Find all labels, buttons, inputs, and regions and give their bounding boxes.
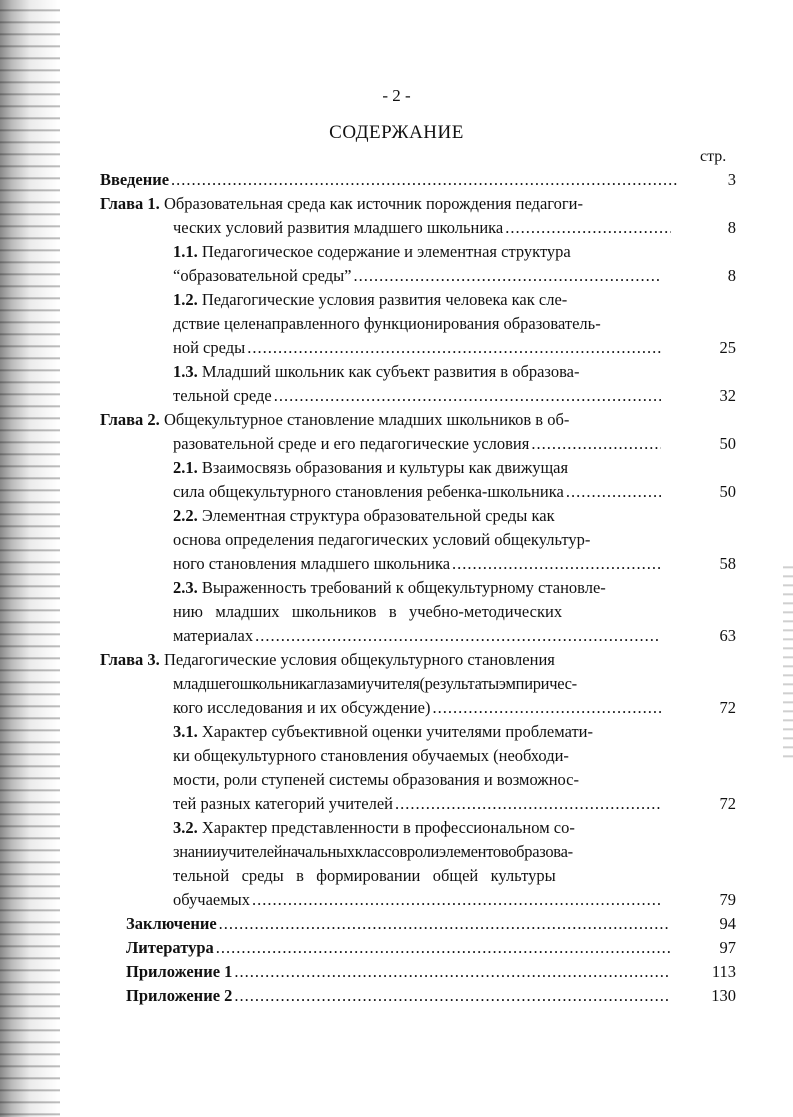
toc-entry-s23-line1 bbox=[173, 576, 606, 600]
toc-entry-conclusion bbox=[126, 912, 672, 936]
toc-entry-s12-line1 bbox=[173, 288, 567, 312]
toc-entry-s22-line3 bbox=[173, 552, 663, 576]
toc-text: ного становления младшего школьника bbox=[173, 554, 451, 573]
toc-entry-s12-line2: дствие целенаправленного функционирования образователь- bbox=[173, 314, 601, 333]
toc-entry-s11-line1 bbox=[173, 240, 571, 264]
toc-text: Взаимосвязь образования и культуры как движущая bbox=[201, 458, 569, 477]
toc-entry-ch2-line1 bbox=[100, 408, 569, 432]
toc-text: Педагогическое содержание и элементная структура bbox=[201, 242, 571, 261]
toc-entry-ch3-line3 bbox=[173, 696, 663, 720]
toc-entry-s31-line2: ки общекультурного становления обучаемых (необходи- bbox=[173, 746, 569, 765]
toc-label: 2.2. bbox=[173, 506, 198, 525]
toc-entry-ch3-line1 bbox=[100, 648, 555, 672]
toc-page: 94 bbox=[719, 914, 736, 933]
toc-page: 50 bbox=[719, 434, 736, 453]
toc-text: материалах bbox=[173, 626, 254, 645]
toc-entry-s22-line2: основа определения педагогических условий общекультур- bbox=[173, 530, 591, 549]
toc-page: 50 bbox=[719, 482, 736, 501]
toc-entry-s32-line3: тельной среды в формировании общей культуры bbox=[173, 866, 556, 885]
toc-label: Приложение 2 bbox=[126, 986, 233, 1005]
toc-text: Общекультурное становление младших школьников в об- bbox=[163, 410, 570, 429]
toc-text: Элементная структура образовательной среды как bbox=[201, 506, 555, 525]
toc-text: тей разных категорий учителей bbox=[173, 794, 394, 813]
toc-entry-s21-line2 bbox=[173, 480, 663, 504]
toc-entry-s11-line2 bbox=[173, 264, 663, 288]
toc-text: обучаемых bbox=[173, 890, 250, 909]
page-title: СОДЕРЖАНИЕ bbox=[329, 122, 464, 143]
toc-page: 72 bbox=[719, 698, 736, 717]
toc-entry-s21-line1 bbox=[173, 456, 568, 480]
toc-label: Литература bbox=[126, 938, 214, 957]
toc-label: 2.3. bbox=[173, 578, 198, 597]
toc-text: Образовательная среда как источник порождения педагоги- bbox=[163, 194, 583, 213]
toc-label: 1.2. bbox=[173, 290, 198, 309]
toc-text: Младший школьник как субъект развития в образова- bbox=[201, 362, 580, 381]
toc-text: Характер представленности в профессиональном со- bbox=[201, 818, 575, 837]
toc-text: Педагогические условия общекультурного становления bbox=[163, 650, 555, 669]
toc-label: 3.1. bbox=[173, 722, 198, 741]
scan-shadow-right bbox=[783, 560, 793, 760]
toc-entry-appendix-2 bbox=[126, 984, 672, 1008]
toc-entry-appendix-1 bbox=[126, 960, 672, 984]
toc-entry-s31-line1 bbox=[173, 720, 593, 744]
toc-entry-s13-line1 bbox=[173, 360, 579, 384]
toc-text: Выраженность требований к общекультурному становле- bbox=[201, 578, 606, 597]
toc-page: 130 bbox=[711, 986, 736, 1005]
toc-entry-s32-line2: знанииучителейначальныхклассовролиэлементовобразова- bbox=[173, 842, 573, 861]
toc-text: кого исследования и их обсуждение) bbox=[173, 698, 431, 717]
toc-entry-literature bbox=[126, 936, 672, 960]
toc-page: 58 bbox=[719, 554, 736, 573]
toc-entry-s13-line2 bbox=[173, 384, 663, 408]
toc-text: ческих условий развития младшего школьника bbox=[173, 218, 504, 237]
toc-label: 3.2. bbox=[173, 818, 198, 837]
toc-entry-s32-line1 bbox=[173, 816, 575, 840]
toc-entry-ch2-line2 bbox=[173, 432, 663, 456]
toc-page: 3 bbox=[727, 170, 736, 189]
toc-page: 72 bbox=[719, 794, 736, 813]
toc-page: 97 bbox=[719, 938, 736, 957]
toc-label: 1.3. bbox=[173, 362, 198, 381]
toc-page: 25 bbox=[719, 338, 736, 357]
toc-label: 2.1. bbox=[173, 458, 198, 477]
toc-page: 113 bbox=[711, 962, 736, 981]
toc-label: Глава 1. bbox=[100, 194, 160, 213]
toc-page: 32 bbox=[719, 386, 736, 405]
toc-text: разовательной среде и его педагогические условия bbox=[173, 434, 530, 453]
toc-entry-s23-line3 bbox=[173, 624, 663, 648]
toc-page: 63 bbox=[719, 626, 736, 645]
toc-text: сила общекультурного становления ребенка-школьника bbox=[173, 482, 564, 501]
toc-entry-s31-line3: мости, роли ступеней системы образования и возможнос- bbox=[173, 770, 579, 789]
toc-entry-s23-line2: нию младших школьников в учебно-методических bbox=[173, 602, 563, 621]
toc-label: Глава 3. bbox=[100, 650, 160, 669]
toc-entry-s31-line4 bbox=[173, 792, 663, 816]
toc-label: Глава 2. bbox=[100, 410, 160, 429]
toc-entry-ch1-line1 bbox=[100, 192, 583, 216]
toc-entry-s32-line4 bbox=[173, 888, 663, 912]
toc-entry-intro bbox=[100, 168, 680, 192]
toc-entry-s12-line3 bbox=[173, 336, 663, 360]
toc-text: Характер субъективной оценки учителями проблемати- bbox=[201, 722, 594, 741]
toc-page: 8 bbox=[727, 218, 736, 237]
toc-label: Приложение 1 bbox=[126, 962, 233, 981]
toc-page: 79 bbox=[719, 890, 736, 909]
toc-label: Заключение bbox=[126, 914, 217, 933]
toc-page: 8 bbox=[727, 266, 736, 285]
toc-text: “образовательной среды” bbox=[173, 266, 352, 285]
page-number: - 2 - bbox=[382, 86, 411, 105]
toc-label: 1.1. bbox=[173, 242, 198, 261]
scan-shadow-left bbox=[0, 0, 60, 1117]
toc-text: ной среды bbox=[173, 338, 246, 357]
page-column-label: стр. bbox=[700, 148, 727, 165]
toc-text: тельной среде bbox=[173, 386, 272, 405]
toc-label: Введение bbox=[100, 170, 170, 189]
toc-text: Педагогические условия развития человека как сле- bbox=[201, 290, 568, 309]
toc-entry-ch3-line2: младшегошкольникаглазамиучителя(результатыэмпиричес- bbox=[173, 674, 577, 693]
toc-entry-s22-line1 bbox=[173, 504, 555, 528]
toc-entry-ch1-line2 bbox=[173, 216, 673, 240]
